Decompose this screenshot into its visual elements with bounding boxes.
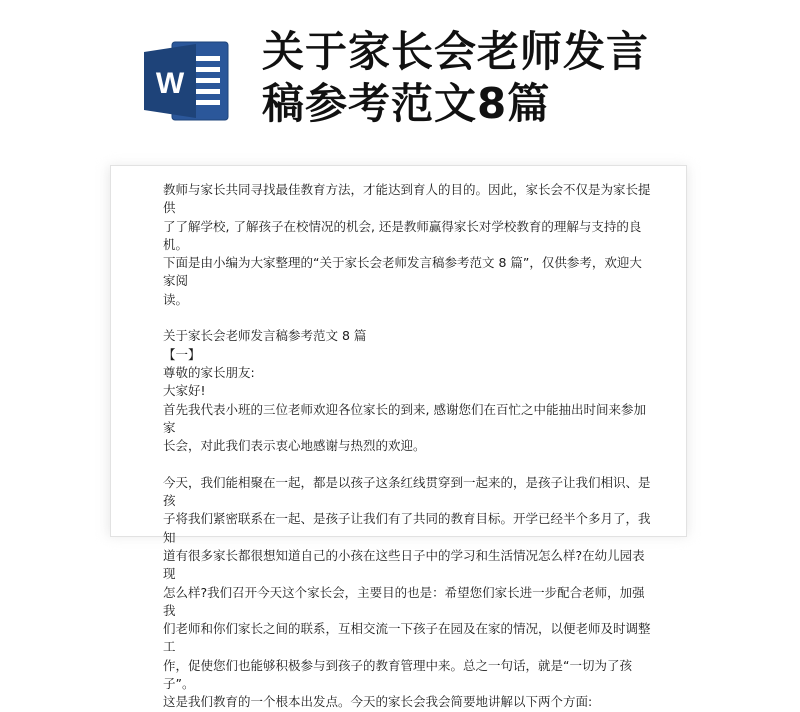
paragraph-line: 们老师和你们家长之间的联系，互相交流一下孩子在园及在家的情况，以便老师及时调整工	[163, 621, 651, 655]
section-marker: 【一】	[163, 346, 201, 362]
paragraph-line: 道有很多家长都很想知道自己的小孩在这些日子中的学习和生活情况怎么样?在幼儿园表现	[163, 547, 645, 582]
intro-line: 教师与家长共同寻找最佳教育方法，才能达到育人的目的。因此，家长会不仅是为家长提供	[163, 182, 651, 216]
word-icon-letter: W	[155, 67, 185, 100]
intro-line: 读。	[163, 291, 189, 307]
header	[0, 0, 800, 160]
paragraph-gap	[163, 455, 651, 473]
greeting-salutation: 尊敬的家长朋友:	[163, 364, 255, 380]
paragraph-line: 首先我代表小班的三位老师欢迎各位家长的到来, 感谢您们在百忙之中能抽出时间来参加家	[163, 401, 646, 435]
greeting-hello: 大家好!	[163, 383, 206, 399]
title-line-1: 关于家长会老师发言	[262, 27, 650, 76]
paragraph-line: 作，促使您们也能够积极参与到孩子的教育管理中来。总之一句话，就是“一切为了孩子”。	[163, 657, 632, 692]
paragraph-line: 这是我们教育的一个根本出发点。今天的家长会我会简要地讲解以下两个方面:	[163, 694, 593, 710]
title-line-2: 稿参考范文8篇	[262, 79, 551, 128]
document-body	[163, 181, 651, 712]
page-title	[262, 26, 762, 130]
paragraph-line: 怎么样?我们召开今天这个家长会，主要目的也是：希望您们家长进一步配合老师，加强我	[163, 584, 645, 618]
intro-line: 了了解学校, 了解孩子在校情况的机会, 还是教师赢得家长对学校教育的理解与支持的良机。	[163, 218, 642, 252]
document-page	[110, 165, 687, 710]
section-title: 关于家长会老师发言稿参考范文 8 篇	[163, 328, 367, 344]
paragraph-line: 今天，我们能相聚在一起，都是以孩子这条红线贯穿到一起来的，是孩子让我们相识、是孩	[163, 474, 651, 509]
paragraph-gap	[163, 309, 651, 327]
intro-line: 下面是由小编为大家整理的“关于家长会老师发言稿参考范文 8 篇”，仅供参考，欢迎大家阅	[163, 255, 642, 289]
word-document-icon	[142, 36, 232, 126]
paragraph-line: 子将我们紧密联系在一起、是孩子让我们有了共同的教育目标。开学已经半个多月了，我知	[163, 511, 651, 545]
paragraph-line: 长会，对此我们表示衷心地感谢与热烈的欢迎。	[163, 438, 426, 454]
